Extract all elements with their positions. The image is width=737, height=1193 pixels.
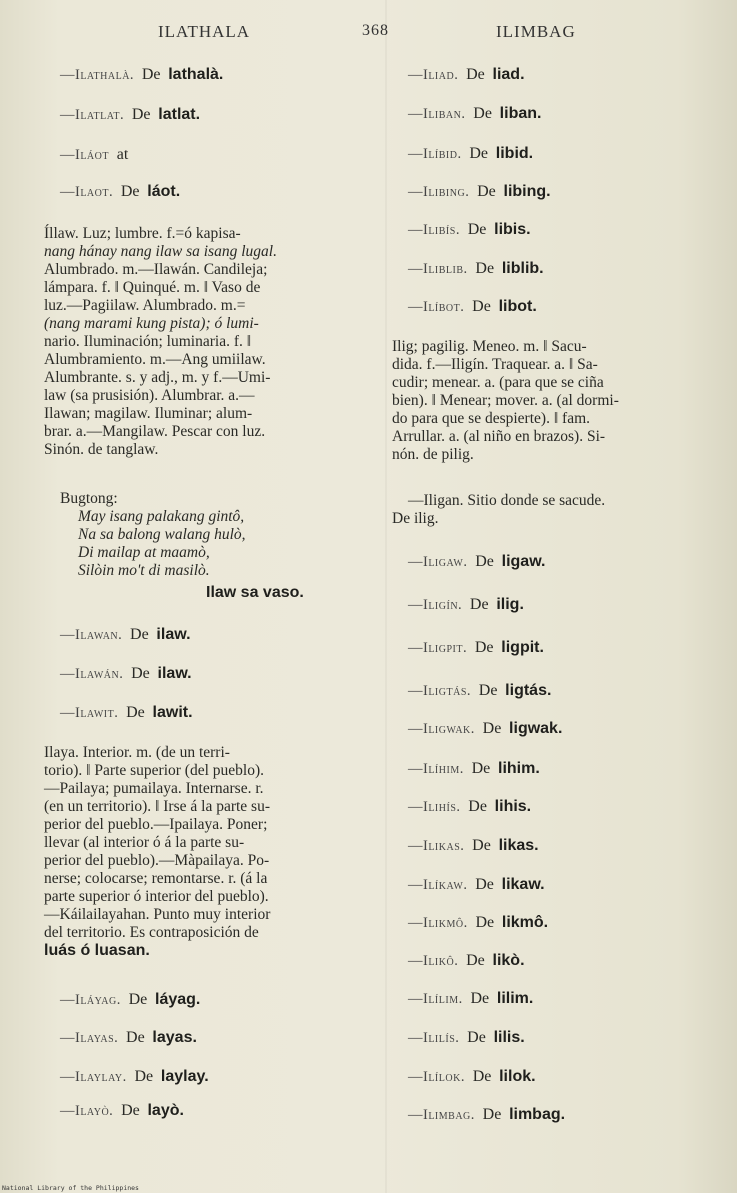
subentry-word: —Ilawit. <box>60 705 119 721</box>
reference-word: limbag. <box>509 1106 566 1123</box>
ilaya-line: nerse; colocarse; remontarse. r. (á la <box>44 870 268 887</box>
entry-iliko <box>408 952 525 970</box>
subentry-word: —Iláot <box>60 147 109 163</box>
de-word: De <box>482 1106 502 1123</box>
reference-word: ilig. <box>496 596 524 613</box>
subentry-word: —Ilayò. <box>60 1103 114 1119</box>
ilaya-line: luás ó luasan. <box>44 942 150 959</box>
entry-ilikaw <box>408 876 545 894</box>
entry-ilaot <box>60 183 180 201</box>
entry-ilibing <box>408 183 551 201</box>
ilaya-line: —Pailaya; pumailaya. Internarse. r. <box>44 780 264 797</box>
ilaya-line: llevar (al interior ó á la parte su- <box>44 834 245 851</box>
reference-word: lathalà. <box>168 66 224 83</box>
subentry-word: —Ilikô. <box>408 953 459 969</box>
ilaw-line: Alumbrado. m.—Ilawán. Candileja; <box>44 261 268 278</box>
reference-word: libot. <box>498 298 537 315</box>
reference-word: ilaw. <box>157 665 192 682</box>
entry-ilibot <box>408 298 537 316</box>
subentry-word: —Ilayas. <box>60 1030 119 1046</box>
reference-word: libis. <box>494 221 531 238</box>
entry-iligtas <box>408 682 551 700</box>
entry-iligpit <box>408 639 544 657</box>
entry-ilawit <box>60 704 193 722</box>
ilaw-line: Sinón. de tanglaw. <box>44 441 159 458</box>
reference-word: lihis. <box>494 798 532 815</box>
page-shading <box>385 0 387 1193</box>
subentry-word: —Ilaot. <box>60 184 114 200</box>
subentry-word: —Ilikmô. <box>408 915 468 931</box>
subentry-word: —Ilíkaw. <box>408 877 468 893</box>
ilaya-line: (en un territorio). ‖ Irse á la parte su- <box>44 798 270 815</box>
running-head-left: ILATHALA <box>158 22 251 41</box>
de-word: De <box>475 876 494 893</box>
riddle-line: May isang palakang gintô, <box>78 508 245 525</box>
riddle-label: Bugtong: <box>60 490 118 507</box>
subentry-word: —Iligtás. <box>408 683 472 699</box>
subentry-word: —Ilíhim. <box>408 761 464 777</box>
entry-ilibid <box>408 145 533 163</box>
riddle-answer: Ilaw sa vaso. <box>206 584 304 601</box>
subentry-word: —Iliad. <box>408 67 459 83</box>
subentry-word: —Ilibís. <box>408 222 460 238</box>
iligan-line: —Iligan. Sitio donde se sacude. <box>408 492 606 509</box>
page-number: 368 <box>362 22 389 39</box>
ilaya-line: torio). ‖ Parte superior (del pueblo). <box>44 762 264 779</box>
ilaya-line: del territorio. Es contraposición de <box>44 924 259 941</box>
ilaya-line: parte superior ó interior del pueblo). <box>44 888 269 905</box>
entry-ilihis <box>408 798 531 816</box>
entry-iliad <box>408 66 525 84</box>
library-credit: National Library of the Philippines <box>2 1184 139 1192</box>
de-word: De <box>472 298 491 315</box>
reference-word: ligpit. <box>501 639 544 656</box>
subentry-word: —Ilíbid. <box>408 146 462 162</box>
ilaw-line: nang hánay nang ilaw sa isang lugal. <box>44 243 277 260</box>
de-word: De <box>121 1102 140 1119</box>
entry-ilihim <box>408 760 540 778</box>
reference-word: ligtás. <box>505 682 552 699</box>
reference-word: libing. <box>503 183 551 200</box>
reference-word: likaw. <box>501 876 545 893</box>
entry-ilikas <box>408 837 539 855</box>
subentry-word: —Ilaylay. <box>60 1069 127 1085</box>
ilaya-line: Ilaya. Interior. m. (de un terri- <box>44 744 230 761</box>
subentry-word: —Iláyag. <box>60 992 121 1008</box>
riddle-line: Na sa balong walang hulò, <box>78 526 246 543</box>
subentry-word: —Ilibing. <box>408 184 470 200</box>
de-word: De <box>470 990 490 1007</box>
entry-ilaot-at <box>60 146 128 164</box>
entry-iligwak <box>408 720 562 738</box>
de-word: De <box>469 145 489 162</box>
riddle-line: Silòin mo't di masilò. <box>78 562 210 579</box>
entry-ililok <box>408 1068 536 1086</box>
entry-ilikmo <box>408 914 548 932</box>
ilig-line: bien). ‖ Menear; mover. a. (al dormi- <box>392 392 619 409</box>
entry-ilawan <box>60 626 191 644</box>
entry-ililis <box>408 1029 525 1047</box>
entry-iliban <box>408 105 541 123</box>
reference-word: ligwak. <box>509 720 563 737</box>
iligan-line: De ilig. <box>392 510 439 527</box>
de-word: De <box>475 260 495 277</box>
entry-ilayo <box>60 1102 184 1120</box>
ilaw-line: Ilawan; magilaw. Iluminar; alum- <box>44 405 253 422</box>
ilig-line: Ilig; pagilig. Meneo. m. ‖ Sacu- <box>392 338 587 355</box>
de-word: De <box>482 720 502 737</box>
entry-iligaw <box>408 553 546 571</box>
entry-iliblib <box>408 260 544 278</box>
reference-word: libid. <box>495 145 534 162</box>
reference-word: lihim. <box>498 760 540 777</box>
reference-word: likmô. <box>501 914 549 931</box>
entry-ilathala <box>60 66 223 84</box>
reference-word: layas. <box>152 1029 197 1046</box>
entry-iligin <box>408 596 524 614</box>
ilig-line: Arrullar. a. (al niño en brazos). Si- <box>392 428 606 445</box>
subentry-word: —Iligwak. <box>408 721 475 737</box>
de-word: De <box>120 183 140 200</box>
de-word: De <box>126 704 145 721</box>
subentry-word: —Ilimbag. <box>408 1107 475 1123</box>
ilaw-line: Alumbrante. s. y adj., m. y f.—Umi- <box>44 369 271 386</box>
subentry-word: —Ilawán. <box>60 666 124 682</box>
subentry-word: —Iligín. <box>408 597 463 613</box>
ilig-line: cudir; menear. a. (para que se ciña <box>392 374 604 391</box>
de-word: De <box>467 1029 486 1046</box>
entry-ilimbag <box>408 1106 565 1124</box>
subentry-word: —Ilíbot. <box>408 299 465 315</box>
de-word: De <box>466 66 485 83</box>
reference-word: lilim. <box>496 990 534 1007</box>
ilaw-line: lámpara. f. ‖ Quinqué. m. ‖ Vaso de <box>44 279 261 296</box>
reference-word: ligaw. <box>501 553 546 570</box>
ilig-line: do para que se despierte). ‖ fam. <box>392 410 591 427</box>
ilaya-line: perior del pueblo.—Ipailaya. Poner; <box>44 816 268 833</box>
reference-word: láyag. <box>155 991 201 1008</box>
ilaw-line: Alumbramiento. m.—Ang umiilaw. <box>44 351 266 368</box>
entry-ilibis <box>408 221 531 239</box>
running-head-right: ILIMBAG <box>496 22 576 41</box>
de-word: De <box>128 991 148 1008</box>
ilaw-line: luz.—Pagiilaw. Alumbrado. m.= <box>44 297 246 314</box>
entry-ilatlat <box>60 106 200 124</box>
reference-word: liblib. <box>501 260 544 277</box>
de-word: De <box>126 1029 145 1046</box>
subentry-word: —Ilawan. <box>60 627 123 643</box>
ilaw-line: brar. a.—Mangilaw. Pescar con luz. <box>44 423 266 440</box>
de-word: De <box>475 553 494 570</box>
entry-ilawan-accent <box>60 665 192 683</box>
subentry-word: —Ilikas. <box>408 838 465 854</box>
de-word: De <box>467 221 487 238</box>
entry-ilayag <box>60 991 200 1009</box>
de-word: De <box>134 1068 154 1085</box>
de-word: at <box>116 146 129 163</box>
ilaya-line: perior del pueblo).—Màpailaya. Po- <box>44 852 270 869</box>
subentry-word: —Ililís. <box>408 1030 460 1046</box>
ilaw-line: law (sa prusisión). Alumbrar. a.— <box>44 387 255 404</box>
ilaw-line: Íllaw. Luz; lumbre. f.=ó kapisa- <box>44 225 241 242</box>
entry-ilaylay <box>60 1068 209 1086</box>
ilaya-line: —Káilailayahan. Punto muy interior <box>44 906 271 923</box>
reference-word: latlat. <box>158 106 201 123</box>
reference-word: lilis. <box>493 1029 525 1046</box>
reference-word: liad. <box>492 66 525 83</box>
reference-word: ilaw. <box>156 626 191 643</box>
reference-word: láot. <box>147 183 181 200</box>
de-word: De <box>468 798 487 815</box>
riddle-line: Di mailap at maamò, <box>78 544 210 561</box>
de-word: De <box>471 760 491 777</box>
de-word: De <box>477 183 496 200</box>
subentry-word: —Iliblib. <box>408 261 468 277</box>
subentry-word: —Iligaw. <box>408 554 468 570</box>
de-word: De <box>131 665 150 682</box>
de-word: De <box>472 837 491 854</box>
de-word: De <box>130 626 149 643</box>
de-word: De <box>466 952 485 969</box>
ilaw-line: (nang marami kung pista); ó lumi- <box>44 315 259 332</box>
reference-word: lawit. <box>152 704 193 721</box>
de-word: De <box>478 682 498 699</box>
subentry-word: —Ilatlat. <box>60 107 125 123</box>
subentry-word: —Ilathalà. <box>60 67 135 83</box>
reference-word: likas. <box>498 837 539 854</box>
subentry-word: —Ilílim. <box>408 991 463 1007</box>
de-word: De <box>472 1068 492 1085</box>
de-word: De <box>141 66 161 83</box>
reference-word: laylay. <box>160 1068 209 1085</box>
ilig-line: dida. f.—Iligín. Traquear. a. ‖ Sa- <box>392 356 598 373</box>
ilig-line: nón. de pilig. <box>392 446 474 463</box>
subentry-word: —Iligpit. <box>408 640 468 656</box>
de-word: De <box>474 639 494 656</box>
subentry-word: —Ilihís. <box>408 799 461 815</box>
reference-word: lilok. <box>499 1068 536 1085</box>
ilaw-line: nario. Iluminación; luminaria. f. ‖ <box>44 333 252 350</box>
reference-word: liban. <box>499 105 542 122</box>
de-word: De <box>473 105 492 122</box>
entry-ilayas <box>60 1029 197 1047</box>
subentry-word: —Iliban. <box>408 106 466 122</box>
subentry-word: —Ilílok. <box>408 1069 465 1085</box>
reference-word: layò. <box>147 1102 184 1119</box>
reference-word: likò. <box>492 952 525 969</box>
de-word: De <box>475 914 495 931</box>
de-word: De <box>131 106 151 123</box>
de-word: De <box>469 596 489 613</box>
entry-ililim <box>408 990 533 1008</box>
